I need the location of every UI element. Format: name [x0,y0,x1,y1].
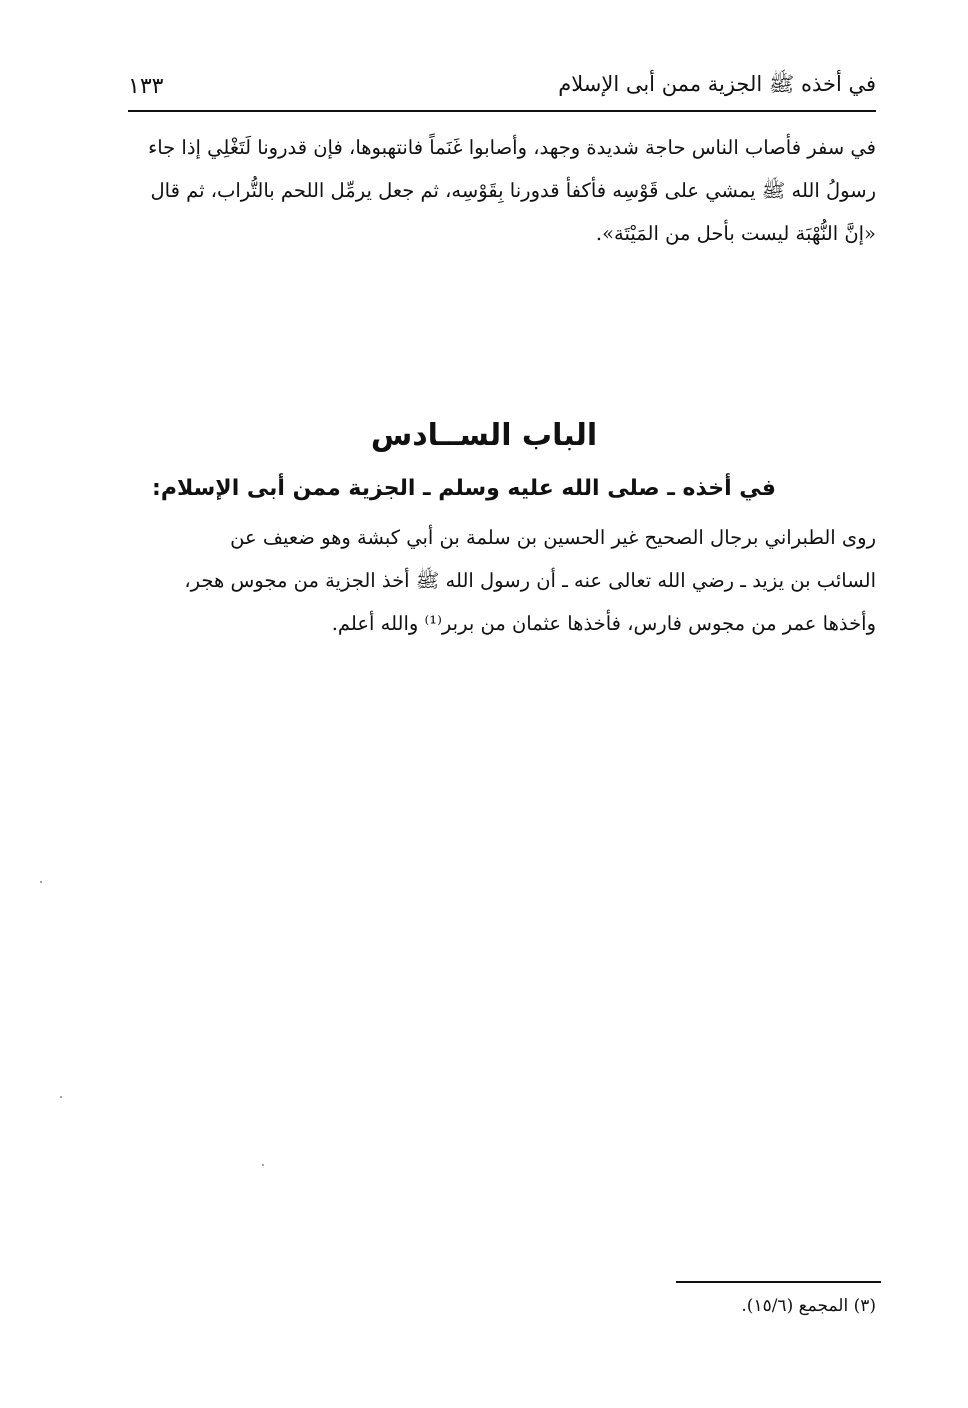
page-number: ١٣٣ [128,73,164,99]
chapter-subtitle: في أخذه ـ صلى الله عليه وسلم ـ الجزية ممن أبى الإسلام: [152,476,776,501]
scan-speck [40,881,42,883]
scan-speck [60,1096,62,1098]
opening-paragraph [128,126,876,255]
opening-paragraph-line: رسولُ الله ﷺ يمشي على قَوْسِه فأكفأ قدورنا بِقَوْسِه، ثم جعل يرمِّل اللحم بالتُّراب، ثم قال [150,179,876,202]
running-header [128,66,876,112]
footnote: (٣) المجمع (١٥/٦). [741,1296,876,1316]
chapter-paragraph-line: وأخذها عمر من مجوس فارس، فأخذها عثمان من بربر⁽¹⁾ والله أعلم. [331,612,876,635]
opening-paragraph-line: في سفر فأصاب الناس حاجة شديدة وجهد، وأصابوا غَنَماً فانتهبوها، فإن قدرونا لَتَغْلِي إذا جاء [148,136,876,159]
footnote-separator [676,1281,881,1283]
chapter-paragraph [128,516,876,645]
scan-speck [262,1164,264,1166]
running-header-title: في أخذه ﷺ الجزية ممن أبى الإسلام [558,71,876,96]
opening-paragraph-line: «إنَّ النُّهْبَة ليست بأحل من المَيْتَة». [595,222,876,245]
chapter-paragraph-line: السائب بن يزيد ـ رضي الله تعالى عنه ـ أن رسول الله ﷺ أخذ الجزية من مجوس هجر، [184,569,876,592]
chapter-title: الباب الســادس [370,418,598,453]
chapter-paragraph-line: روى الطبراني برجال الصحيح غير الحسين بن سلمة بن أبي كبشة وهو ضعيف عن [230,526,876,549]
